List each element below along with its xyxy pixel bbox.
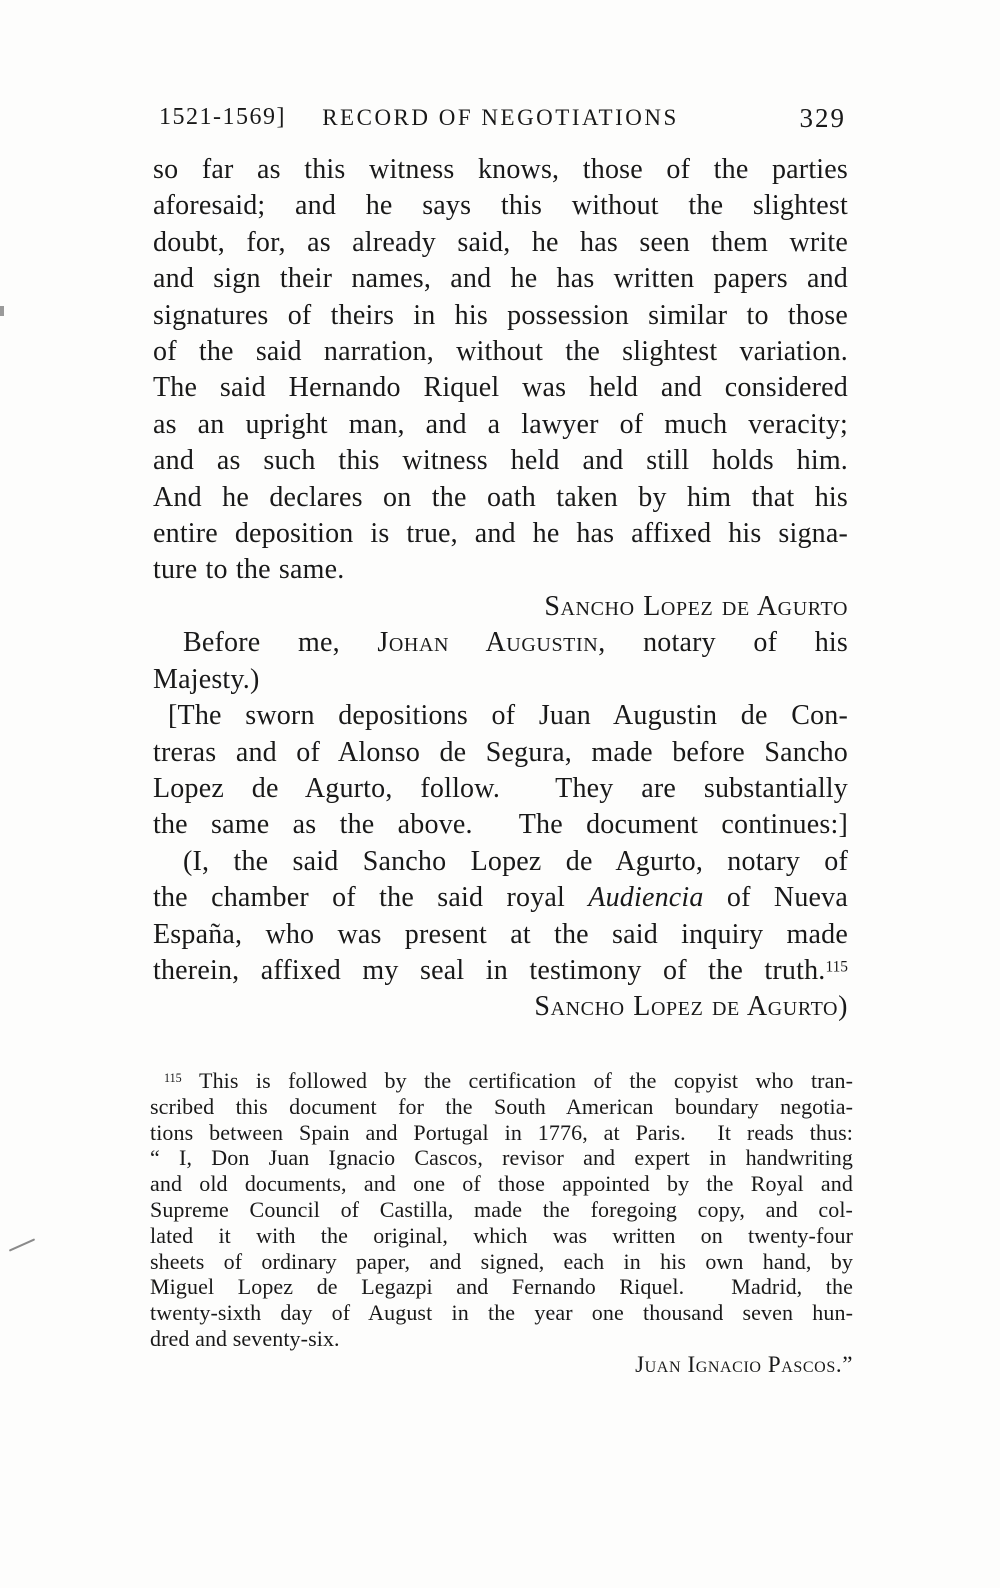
- margin-mark: [9, 1238, 35, 1251]
- footnote-reference-115: 115: [825, 958, 848, 976]
- paragraph-deposition: [153, 152, 848, 589]
- text-line: Lopez de Agurto, follow. They are substantially: [153, 772, 848, 804]
- text-segment: therein, affixed my seal in testimony of the truth.: [153, 954, 826, 986]
- text-line: (I, the said Sancho Lopez de Agurto, notary of: [183, 845, 848, 877]
- body-text: [153, 152, 848, 1026]
- text-segment: This is followed by the certification of the copyist who tran-: [181, 1068, 853, 1093]
- header-page-number: 329: [799, 103, 846, 133]
- italic-audiencia: Audiencia: [588, 882, 704, 914]
- text-segment: Before me,: [183, 627, 378, 659]
- footnote-line: Supreme Council of Castilla, made the foregoing copy, and col-: [150, 1196, 853, 1222]
- text-line: aforesaid; and he says this without the slightest: [153, 190, 848, 222]
- footnote-line: “ I, Don Juan Ignacio Cascos, revisor and expert in handwriting: [150, 1145, 853, 1171]
- text-line: And he declares on the oath taken by him that his: [153, 481, 848, 513]
- signature-name: Sancho Lopez de Agurto): [534, 991, 848, 1023]
- header-date-range: 1521-1569]: [159, 104, 286, 130]
- footnote-line: twenty-sixth day of August in the year one thousand seven hun-: [150, 1300, 853, 1326]
- footnote-line: lated it with the original, which was written on twenty-four: [150, 1222, 853, 1248]
- text-line: and sign their names, and he has written papers and: [153, 263, 848, 295]
- signature-name-pascos: Juan Ignacio Pascos.”: [635, 1351, 853, 1377]
- text-line: [153, 953, 848, 989]
- text-line: Majesty.): [153, 663, 260, 695]
- text-line: of the said narration, without the slightest variation.: [153, 336, 848, 368]
- text-segment: of Nueva: [703, 882, 849, 914]
- text-line: entire deposition is true, and he has affixed his signa-: [153, 518, 848, 550]
- signature-line-agurto: [153, 589, 848, 625]
- name-johan-augustin: Johan Augustin: [377, 627, 599, 659]
- text-line: as an upright man, and a lawyer of much veracity;: [153, 408, 848, 440]
- text-segment: the chamber of the said royal: [153, 882, 589, 914]
- text-line: doubt, for, as already said, he has seen them write: [153, 226, 848, 258]
- text-line: [153, 880, 848, 916]
- footnote-marker-115: 115: [164, 1070, 182, 1085]
- footnote-line: tions between Spain and Portugal in 1776, at Paris. It reads thus:: [150, 1119, 853, 1145]
- text-line: and as such this witness held and still holds him.: [153, 445, 848, 477]
- page-header: [153, 104, 848, 138]
- paragraph-notary: [153, 625, 848, 698]
- text-line: treras and of Alonso de Segura, made before Sancho: [153, 736, 848, 768]
- footnote-line: sheets of ordinary paper, and signed, each in his own hand, by: [150, 1248, 853, 1274]
- text-line: España, who was present at the said inquiry made: [153, 918, 848, 950]
- text-line: ture to the same.: [153, 554, 345, 586]
- text-segment: , notary of his: [598, 627, 848, 659]
- text-line: so far as this witness knows, those of the parties: [153, 154, 848, 185]
- text-line: [The sworn depositions of Juan Augustin de Con-: [168, 700, 848, 732]
- signature-line-agurto-close: [153, 989, 848, 1025]
- text-line: [153, 625, 848, 661]
- footnote-line: [150, 1068, 853, 1094]
- text-line: The said Hernando Riquel was held and considered: [153, 372, 848, 404]
- text-line: the same as the above. The document continues:]: [153, 809, 848, 841]
- footnote-115: [150, 1068, 853, 1378]
- footnote-signature-line: [150, 1352, 853, 1378]
- paragraph-seal-statement: [153, 844, 848, 990]
- header-title: RECORD OF NEGOTIATIONS: [322, 105, 679, 130]
- footnote-line: and old documents, and one of those appointed by the Royal and: [150, 1171, 853, 1197]
- paragraph-editorial-note: [153, 698, 848, 844]
- signature-name: Sancho Lopez de Agurto: [544, 590, 848, 622]
- scan-speck: [0, 306, 4, 316]
- footnote-line: Miguel Lopez de Legazpi and Fernando Riquel. Madrid, the: [150, 1274, 853, 1300]
- footnote-line: scribed this document for the South American boundary negotia-: [150, 1093, 853, 1119]
- text-line: signatures of theirs in his possession similar to those: [153, 299, 848, 331]
- footnote-line: dred and seventy-six.: [150, 1325, 340, 1351]
